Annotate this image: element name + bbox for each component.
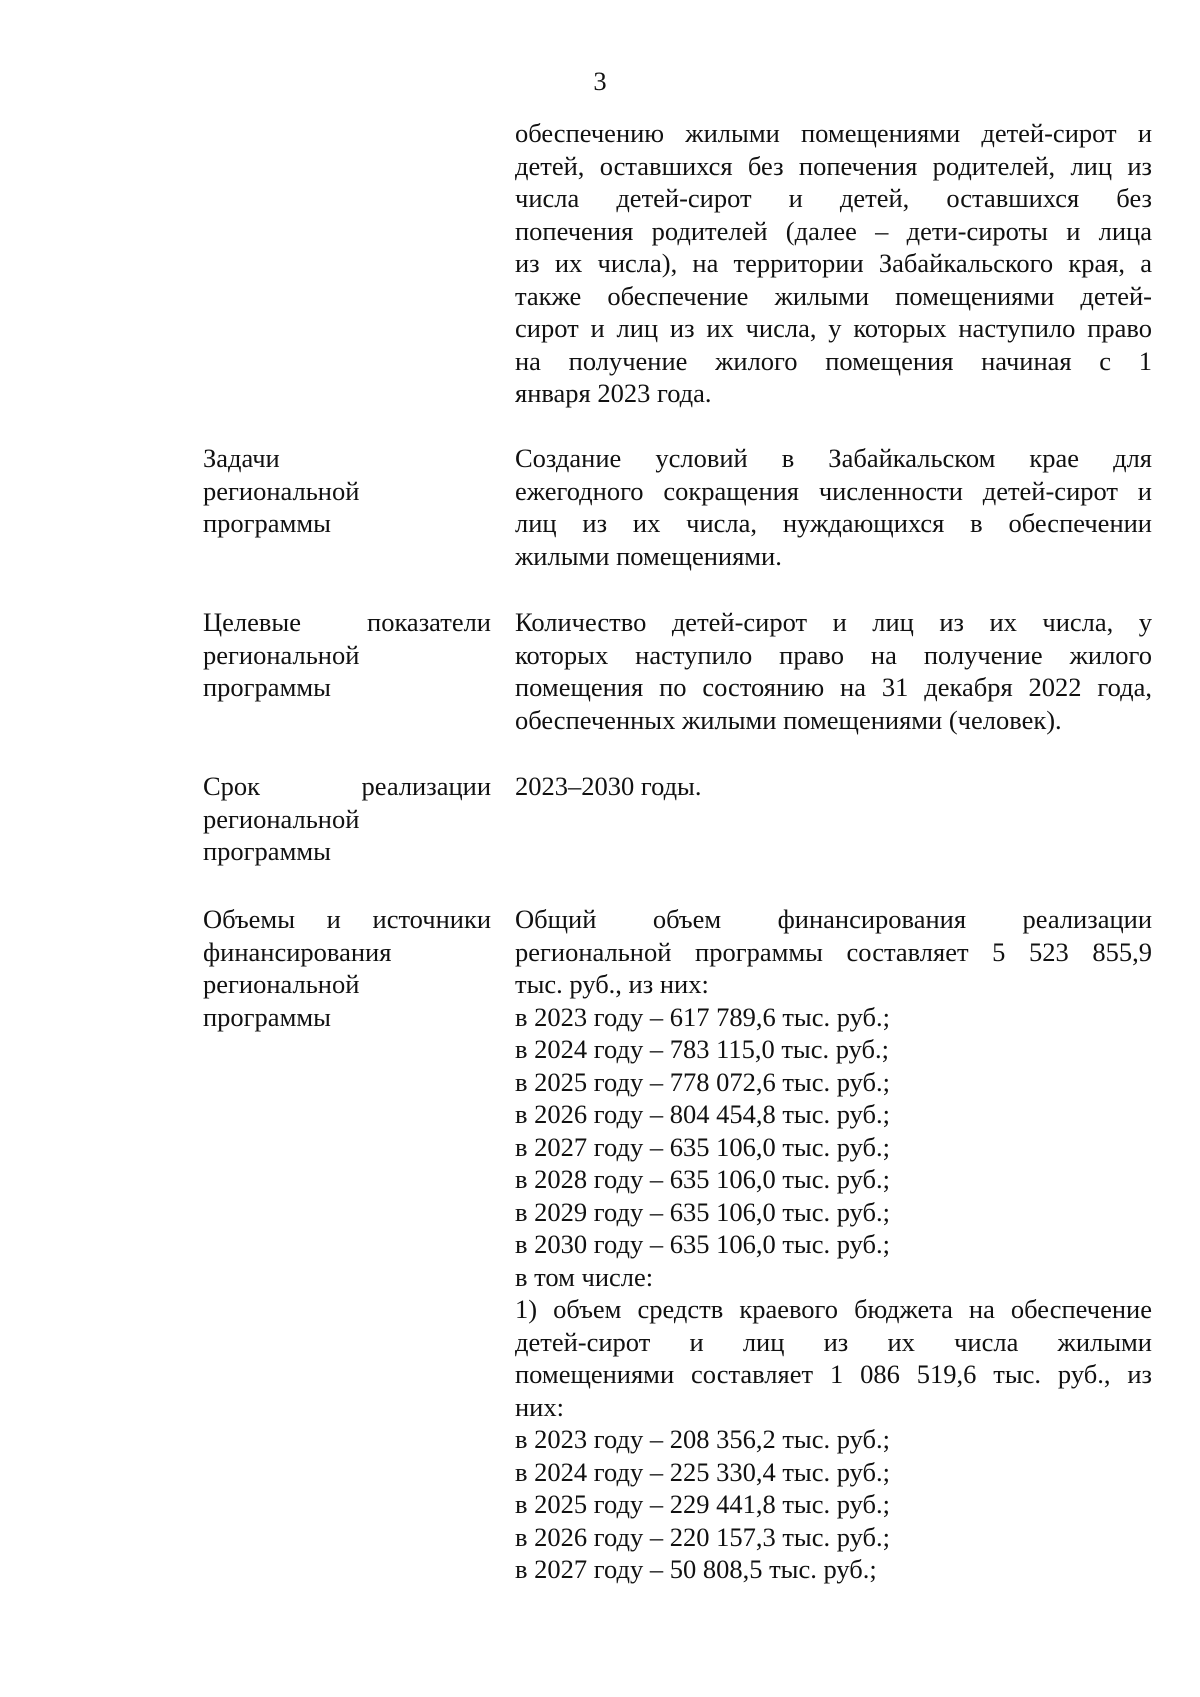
- text-line: в том числе:: [515, 1261, 654, 1292]
- label-line: финансирования: [203, 936, 392, 967]
- text-line: которых наступило право на получение жилого: [515, 639, 1152, 670]
- label-line: программы: [203, 672, 331, 702]
- section-value: [515, 903, 1152, 1586]
- text-line: 2023–2030 годы.: [515, 771, 702, 801]
- text-line: обеспеченных жилыми помещениями (человек).: [515, 704, 1062, 735]
- label-line: Объемы и источники: [203, 904, 491, 934]
- label-line: региональной: [203, 969, 360, 999]
- text-line: в 2027 году – 50 808,5 тыс. руб.;: [515, 1554, 877, 1584]
- text-line: в 2028 году – 635 106,0 тыс. руб.;: [515, 1164, 890, 1194]
- section-label: [203, 770, 491, 868]
- label-line: региональной: [203, 803, 360, 834]
- label-line: региональной: [203, 639, 360, 670]
- section-value: [515, 442, 1152, 572]
- text-line: жилыми помещениями.: [515, 540, 782, 571]
- goal-continuation-text: [515, 117, 1152, 410]
- section-value: [515, 770, 1152, 803]
- text-line: в 2029 году – 635 106,0 тыс. руб.;: [515, 1196, 890, 1227]
- text-line: января 2023 года.: [515, 378, 712, 408]
- label-line: региональной: [203, 475, 360, 506]
- text-line: Создание условий в Забайкальском крае для: [515, 443, 1152, 473]
- text-line: в 2025 году – 778 072,6 тыс. руб.;: [515, 1066, 890, 1097]
- text-line: в 2024 году – 783 115,0 тыс. руб.;: [515, 1034, 890, 1064]
- section-value: [515, 606, 1152, 736]
- text-line: в 2023 году – 208 356,2 тыс. руб.;: [515, 1424, 890, 1454]
- section-label: [203, 442, 491, 540]
- text-line: в 2023 году – 617 789,6 тыс. руб.;: [515, 1001, 890, 1032]
- text-line: Количество детей-сирот и лиц из их числа, у: [515, 607, 1152, 637]
- text-line: помещения по состоянию на 31 декабря 2022 года,: [515, 672, 1152, 702]
- text-line: лиц из их числа, нуждающихся в обеспечении: [515, 508, 1152, 538]
- label-line: программы: [203, 1001, 331, 1032]
- text-line: тыс. руб., из них:: [515, 969, 709, 999]
- text-line: из их числа), на территории Забайкальского края, а: [515, 248, 1152, 278]
- page-number: 3: [593, 66, 607, 96]
- text-line: детей, оставшихся без попечения родителей, лиц из: [515, 150, 1152, 181]
- text-line: попечения родителей (далее – дети-сироты и лица: [515, 215, 1152, 246]
- text-line: на получение жилого помещения начиная с 1: [515, 345, 1152, 376]
- text-line: региональной программы составляет 5 523 855,9: [515, 936, 1152, 967]
- text-line: ежегодного сокращения численности детей-сирот и: [515, 475, 1152, 506]
- text-line: в 2025 году – 229 441,8 тыс. руб.;: [515, 1489, 890, 1519]
- section-label: [203, 903, 491, 1033]
- text-line: в 2024 году – 225 330,4 тыс. руб.;: [515, 1456, 890, 1487]
- text-line: числа детей-сирот и детей, оставшихся без: [515, 183, 1152, 213]
- label-line: программы: [203, 836, 331, 866]
- label-line: Задачи: [203, 443, 280, 473]
- text-line: в 2026 году – 220 157,3 тыс. руб.;: [515, 1521, 890, 1552]
- label-line: Целевые показатели: [203, 607, 491, 637]
- text-line: помещениями составляет 1 086 519,6 тыс. руб., из: [515, 1359, 1152, 1389]
- text-line: в 2027 году – 635 106,0 тыс. руб.;: [515, 1131, 890, 1162]
- text-line: них:: [515, 1391, 564, 1422]
- text-line: в 2030 году – 635 106,0 тыс. руб.;: [515, 1229, 890, 1259]
- text-line: сирот и лиц из их числа, у которых наступило право: [515, 313, 1152, 343]
- text-line: 1) объем средств краевого бюджета на обеспечение: [515, 1294, 1152, 1324]
- text-line: Общий объем финансирования реализации: [515, 904, 1152, 934]
- text-line: также обеспечение жилыми помещениями детей-: [515, 280, 1152, 311]
- text-line: детей-сирот и лиц из их числа жилыми: [515, 1326, 1152, 1357]
- label-line: Срок реализации: [203, 771, 491, 801]
- label-line: программы: [203, 508, 331, 538]
- text-line: обеспечению жилыми помещениями детей-сирот и: [515, 118, 1152, 148]
- text-line: в 2026 году – 804 454,8 тыс. руб.;: [515, 1099, 890, 1129]
- section-label: [203, 606, 491, 704]
